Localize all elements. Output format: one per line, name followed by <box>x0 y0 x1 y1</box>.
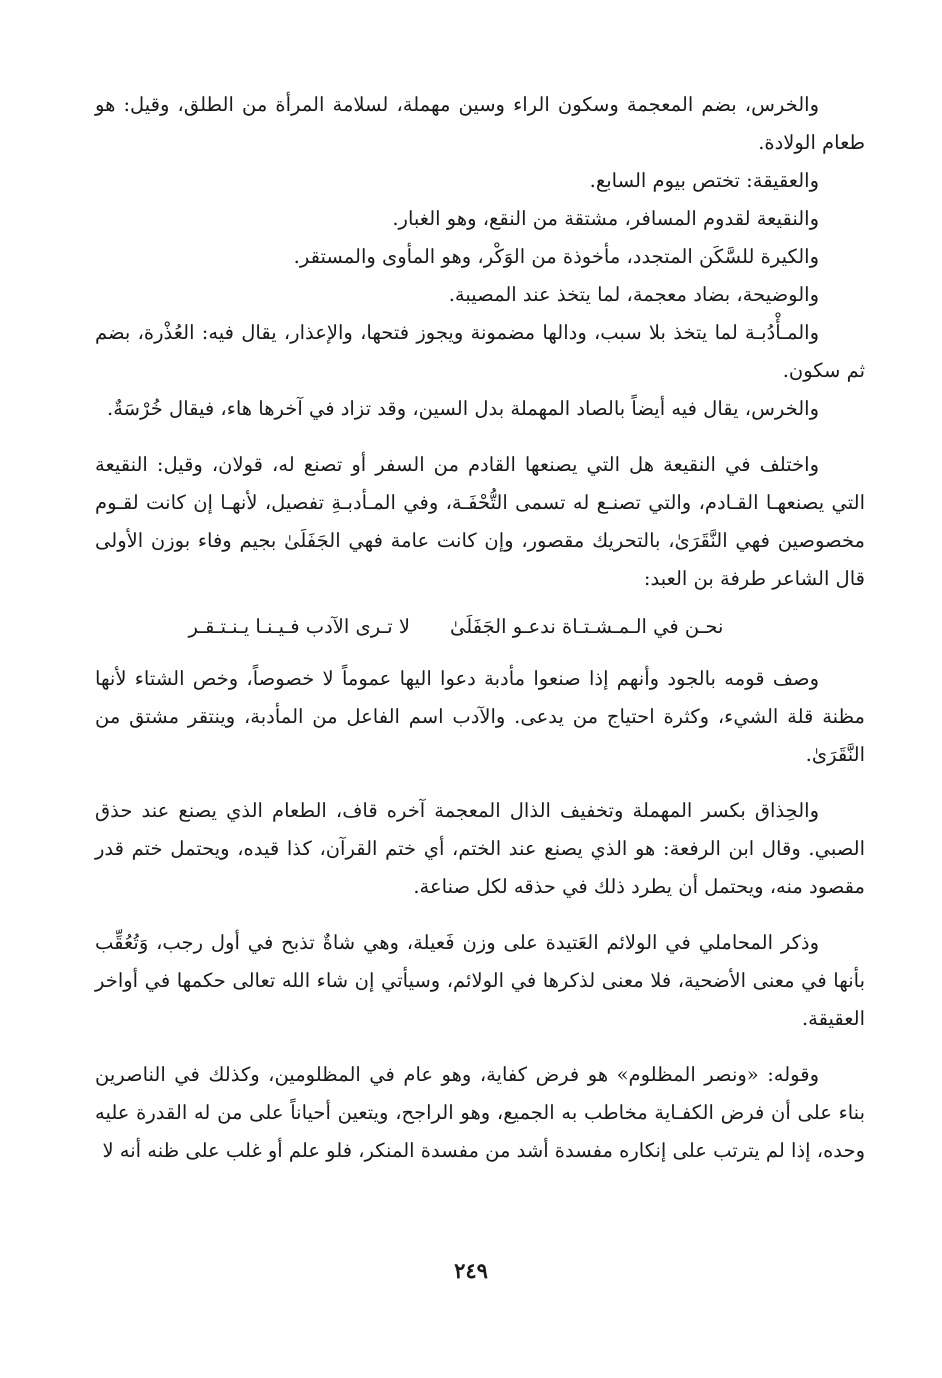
line-khursa: والخرس، يقال فيه أيضاً بالصاد المهملة بدل السين، وقد تزاد في آخرها هاء، فيقال خُرْسَةٌ. <box>107 397 819 420</box>
line-aqiqa: والعقيقة: تختص بيوم السابع. <box>589 169 819 192</box>
poetry-verse <box>95 608 865 646</box>
paragraph-gap <box>95 428 865 446</box>
paragraph-naqia-dispute: واختلف في النقيعة هل التي يصنعها القادم من السفر أو تصنع له، قولان، وقيل: النقيعة التي يصنعهـا القـادم، والتي تصنـع له تسمى التُّحْفَـة، وفي المـأدبـةِ تفصيل، لأنهـا إن كانت لقـوم مخصوصين فهي النَّقَرَىٰ، بالتحريك مقصور، وإن كانت عامة فهي الجَفَلَىٰ بجيم وفاء بوزن الأولى قال الشاعر طرفة بن العبد: <box>95 453 865 590</box>
paragraph-verse-explanation: وصف قومه بالجود وأنهم إذا صنعوا مأدبة دعوا اليها عموماً لا خصوصاً، وخص الشتاء لأنها مظنة قلة الشيء، وكثرة احتياج من يدعى. والآدب اسم الفاعل من المأدبة، وينتقر مشتق من النَّقَرَىٰ. <box>95 667 865 766</box>
line-kira: والكيرة للسَّكَن المتجدد، مأخوذة من الوَكْر، وهو المأوى والمستقر. <box>293 245 819 268</box>
paragraph-khurs: والخرس، بضم المعجمة وسكون الراء وسين مهملة، لسلامة المرأة من الطلق، وقيل: هو طعام الولادة. <box>95 93 865 154</box>
line-naqia: والنقيعة لقدوم المسافر، مشتقة من النقع، وهو الغبار. <box>392 207 819 230</box>
document-body <box>95 86 865 1170</box>
verse-second-hemistich: لا تـرى الآدب فـيـنـا يـنـتـقـر <box>188 615 411 638</box>
paragraph-nasr-mazlum: وقوله: «ونصر المظلوم» هو فرض كفاية، وهو عام في المظلومين، وكذلك في الناصرين بناء على أن فرض الكفـاية مخاطب به الجميع، وهو الراجح، ويتعين أحياناً على من له القدرة عليه وحده، إذا لم يترتب على إنكاره مفسدة أشد من مفسدة المنكر، فلو علم أو غلب على ظنه أنه لا <box>95 1063 865 1162</box>
paragraph-gap <box>95 1038 865 1056</box>
paragraph-gap <box>95 774 865 792</box>
verse-first-hemistich: نحـن في الـمـشـتـاة ندعـو الجَفَلَىٰ <box>450 615 724 638</box>
page-number: ٢٤٩ <box>454 1258 488 1283</box>
paragraph-maduba: والمـأْدُبـة لما يتخذ بلا سبب، ودالها مضمونة ويجوز فتحها، والإعذار، يقال فيه: العُذْرة، بضم ثم سكون. <box>95 321 865 382</box>
paragraph-gap <box>95 906 865 924</box>
line-wadiha: والوضيحة، بضاد معجمة، لما يتخذ عند المصيبة. <box>448 283 819 306</box>
paragraph-hidhaq: والحِذاق بكسر المهملة وتخفيف الذال المعجمة آخره قاف، الطعام الذي يصنع عند حذق الصبي. وقال ابن الرفعة: هو الذي يصنع عند الختم، أي ختم القرآن، كذا قيده، ويحتمل ختم قدر مقصود منه، ويحتمل أن يطرد ذلك في حذقه لكل صناعة. <box>95 799 865 898</box>
paragraph-atira: وذكر المحاملي في الولائم العَتيدة على وزن فَعيلة، وهي شاةٌ تذبح في أول رجب، وَتُعُقِّب بأنها في معنى الأضحية، فلا معنى لذكرها في الولائم، وسيأتي إن شاء الله تعالى حكمها في أواخر العقيقة. <box>95 931 865 1030</box>
